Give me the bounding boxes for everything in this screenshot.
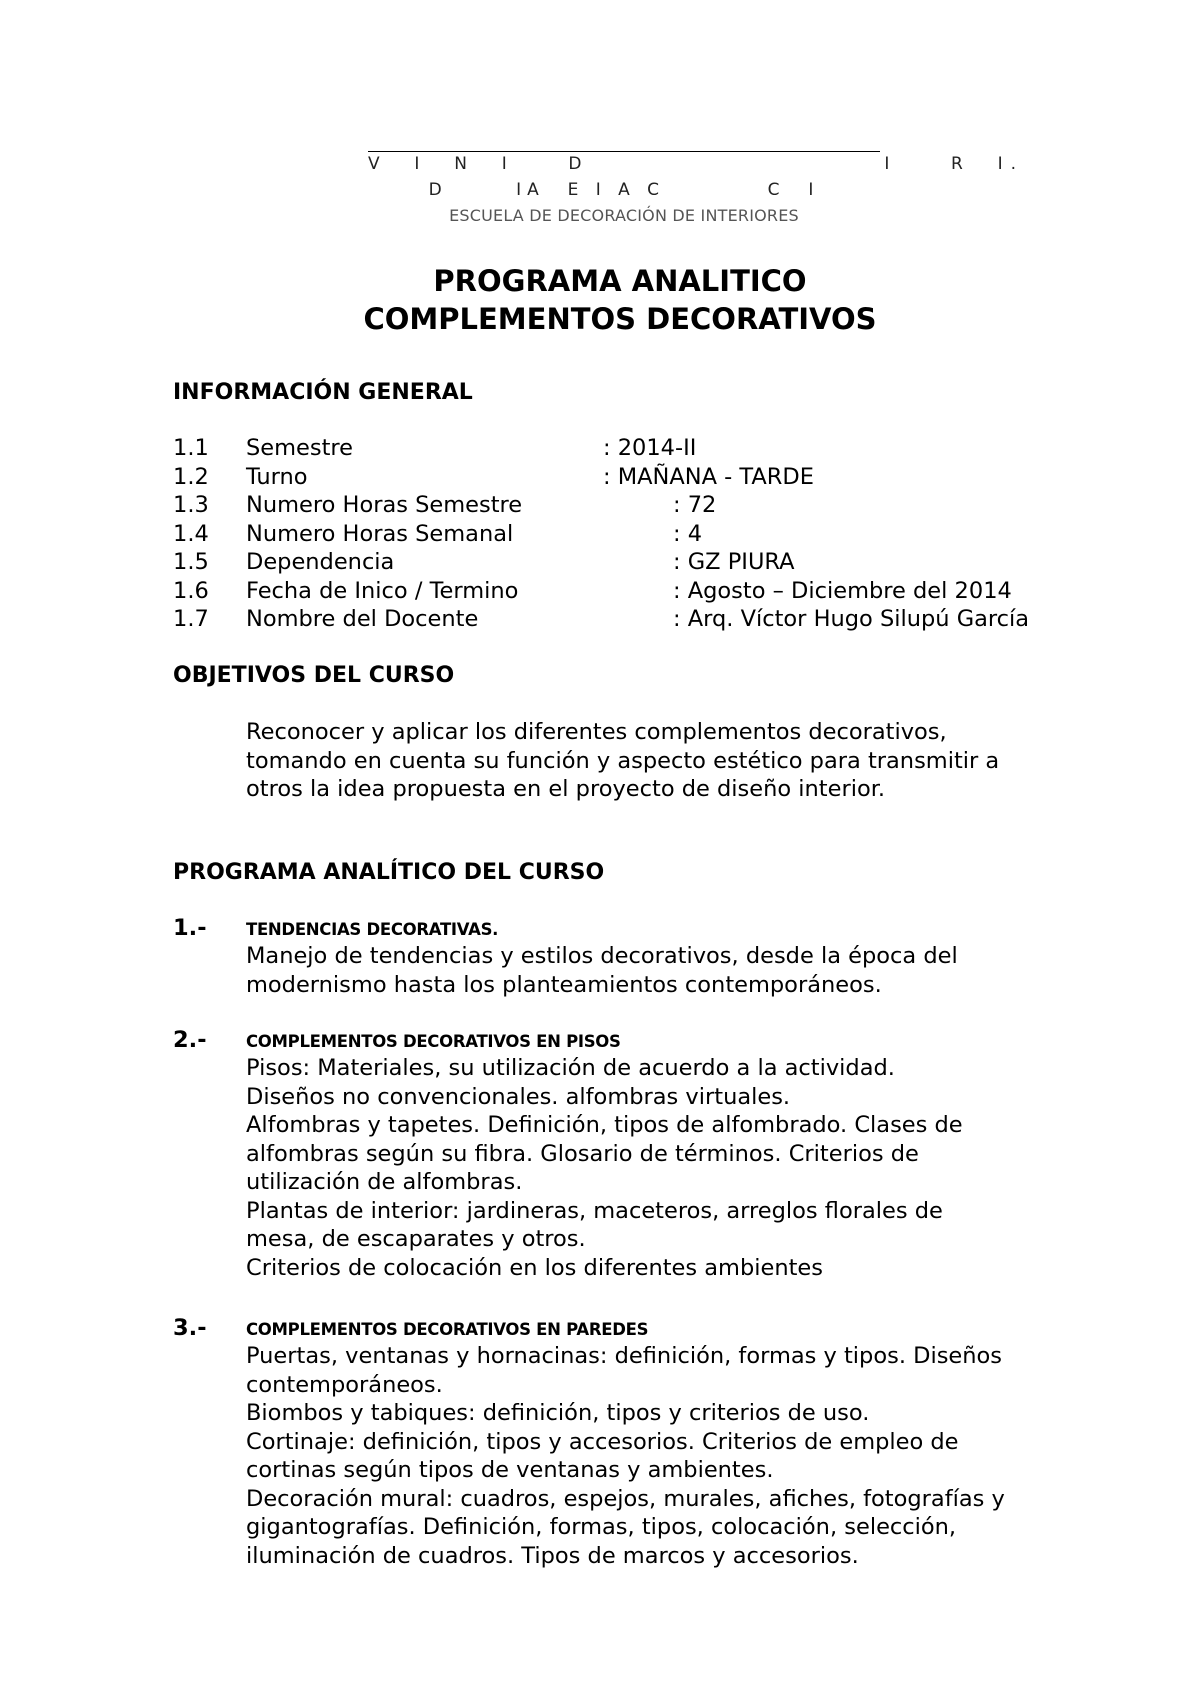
- info-row-number: 1.2: [173, 463, 209, 490]
- program-item-number: 2.-: [173, 1027, 207, 1053]
- header-school-name: ESCUELA DE DECORACIÓN DE INTERIORES: [449, 206, 799, 225]
- program-item-line: iluminación de cuadros. Tipos de marcos y accesorios.: [246, 1542, 859, 1569]
- program-item-number: 3.-: [173, 1315, 207, 1341]
- program-item-line: cortinas según tipos de ventanas y ambientes.: [246, 1457, 774, 1483]
- info-row-value: : 4: [673, 520, 703, 547]
- info-row-value: : MAÑANA - TARDE: [603, 463, 814, 490]
- program-item-title: TENDENCIAS DECORATIVAS.: [246, 920, 499, 939]
- program-item-body: [246, 942, 1086, 999]
- program-item-line: Plantas de interior: jardineras, maceteros, arreglos florales de: [246, 1197, 943, 1224]
- program-item-line: Criterios de colocación en los diferentes ambientes: [246, 1254, 823, 1281]
- info-row-label: Dependencia: [246, 549, 395, 575]
- objectives-line: Reconocer y aplicar los diferentes complementos decorativos,: [246, 719, 947, 745]
- program-item-line: gigantografías. Definición, formas, tipos, colocación, selección,: [246, 1514, 957, 1540]
- program-item-line: Biombos y tabiques: definición, tipos y criterios de uso.: [246, 1400, 870, 1426]
- info-row-number: 1.3: [173, 492, 209, 518]
- info-row-value: : 72: [673, 492, 717, 518]
- header-rule: [368, 151, 880, 152]
- program-item-body: [246, 1054, 1086, 1282]
- program-item-line: modernismo hasta los planteamientos contemporáneos.: [246, 971, 882, 998]
- program-item-line: Decoración mural: cuadros, espejos, murales, afiches, fotografías y: [246, 1485, 1005, 1512]
- info-row-number: 1.5: [173, 549, 209, 575]
- info-row-label: Semestre: [246, 435, 354, 461]
- objectives-line: otros la idea propuesta en el proyecto de diseño interior.: [246, 776, 886, 802]
- info-row-label: Numero Horas Semanal: [246, 520, 514, 547]
- program-item-line: contemporáneos.: [246, 1371, 443, 1398]
- program-item-line: alfombras según su fibra. Glosario de términos. Criterios de: [246, 1140, 919, 1167]
- objectives-line: tomando en cuenta su función y aspecto estético para transmitir a: [246, 747, 1000, 774]
- section-heading-objectives: OBJETIVOS DEL CURSO: [173, 663, 455, 688]
- info-row-number: 1.4: [173, 520, 209, 547]
- info-row-number: 1.1: [173, 435, 209, 461]
- program-item-number: 1.-: [173, 915, 207, 941]
- document-subtitle: COMPLEMENTOS DECORATIVOS: [363, 302, 877, 336]
- info-row-label: Nombre del Docente: [246, 606, 479, 632]
- program-item-line: Pisos: Materiales, su utilización de acuerdo a la actividad.: [246, 1055, 895, 1081]
- program-item-line: mesa, de escaparates y otros.: [246, 1226, 586, 1252]
- info-row-value: : GZ PIURA: [673, 549, 795, 575]
- info-row-label: Fecha de Inico / Termino: [246, 577, 519, 604]
- info-row-number: 1.7: [173, 606, 209, 632]
- info-row-number: 1.6: [173, 577, 209, 604]
- program-item-line: Alfombras y tapetes. Definición, tipos de alfombrado. Clases de: [246, 1112, 963, 1138]
- program-item-title: COMPLEMENTOS DECORATIVOS EN PISOS: [246, 1032, 621, 1051]
- info-row-label: Turno: [246, 463, 308, 490]
- header-line-2: D IA E I A C C I: [428, 180, 820, 200]
- info-row-value: : Arq. Víctor Hugo Silupú García: [673, 606, 1030, 632]
- info-row-value: : 2014-II: [603, 435, 697, 461]
- section-heading-program: PROGRAMA ANALÍTICO DEL CURSO: [173, 860, 605, 885]
- header-line-1: V I N I D I R I.: [368, 154, 1025, 174]
- program-item-line: Puertas, ventanas y hornacinas: definición, formas y tipos. Diseños: [246, 1343, 1003, 1369]
- program-item-body: [246, 1342, 1086, 1570]
- program-item-line: Cortinaje: definición, tipos y accesorios. Criterios de empleo de: [246, 1428, 959, 1455]
- program-item-line: utilización de alfombras.: [246, 1169, 523, 1195]
- objectives-paragraph: [246, 718, 1086, 804]
- program-item-title: COMPLEMENTOS DECORATIVOS EN PAREDES: [246, 1320, 649, 1339]
- document-title: PROGRAMA ANALITICO: [433, 264, 807, 298]
- info-row-label: Numero Horas Semestre: [246, 492, 523, 518]
- info-row-value: : Agosto – Diciembre del 2014: [673, 577, 1012, 604]
- section-heading-info: INFORMACIÓN GENERAL: [173, 380, 473, 405]
- program-item-line: Diseños no convencionales. alfombras virtuales.: [246, 1083, 791, 1110]
- program-item-line: Manejo de tendencias y estilos decorativos, desde la época del: [246, 943, 958, 969]
